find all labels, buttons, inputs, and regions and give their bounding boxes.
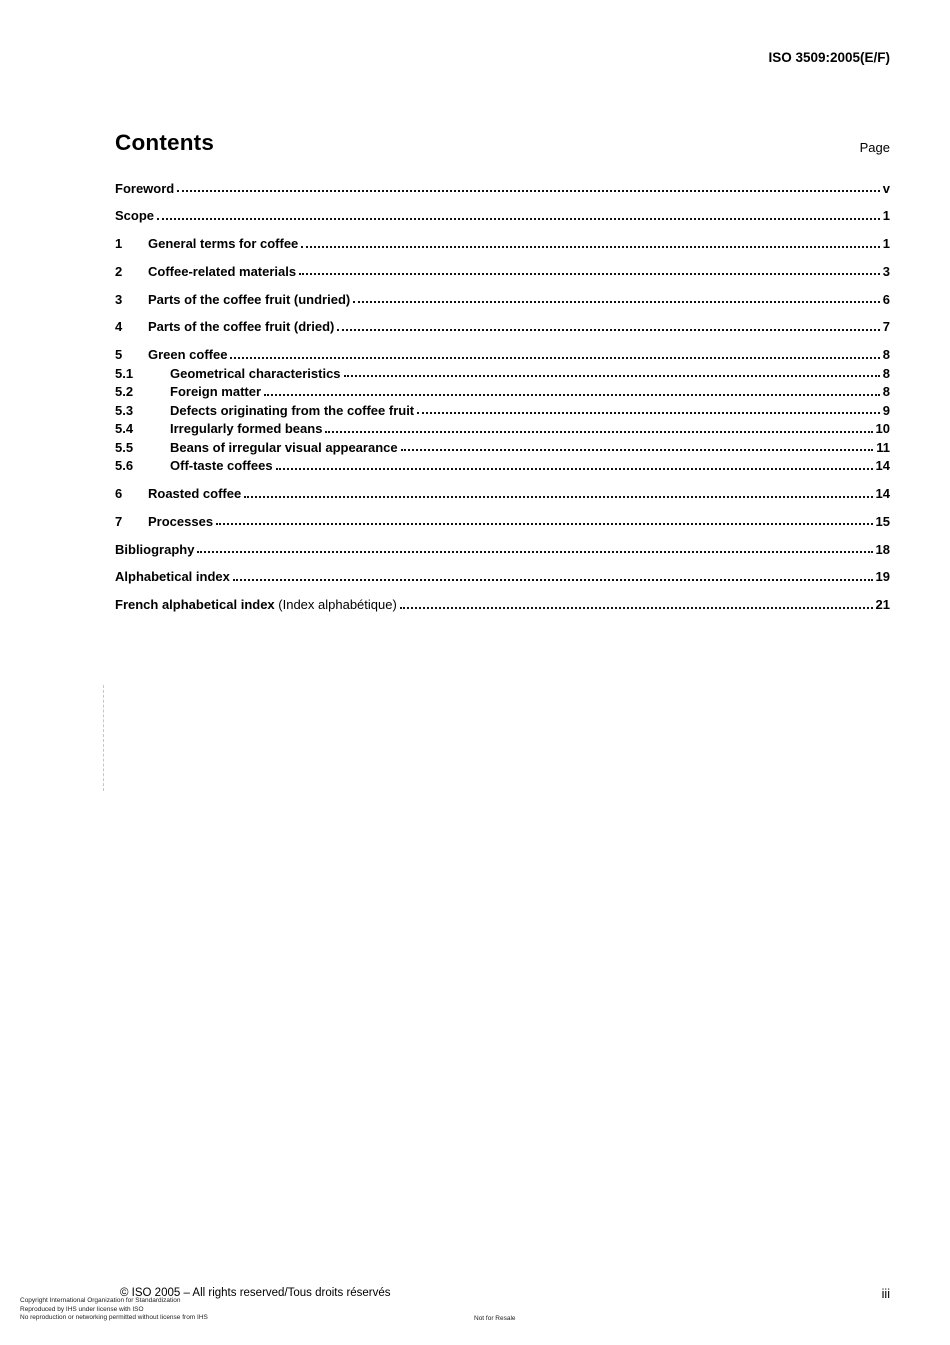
toc-entry-label: Alphabetical index <box>115 569 230 585</box>
dot-leader <box>325 431 872 433</box>
license-line: Copyright International Organization for Standardization <box>20 1297 181 1304</box>
toc-entry <box>115 510 890 529</box>
toc-entry-number: 1 <box>115 236 123 252</box>
toc-entry-page: 1 <box>882 208 890 224</box>
toc-entry-label: Foreword <box>115 180 175 196</box>
toc-entry-page: 19 <box>875 569 890 585</box>
toc-entry <box>115 316 890 335</box>
toc-entry <box>115 399 890 418</box>
license-line: No reproduction or networking permitted without license from IHS <box>20 1314 208 1322</box>
toc-entry-label: Roasted coffee <box>148 486 242 502</box>
toc-entry-page: 10 <box>875 421 890 437</box>
toc-entry-number: 4 <box>115 319 123 335</box>
toc-entry-page: 15 <box>875 513 890 529</box>
toc-entry <box>115 205 890 224</box>
toc-entry-page: 8 <box>882 347 890 363</box>
dot-leader <box>264 394 880 396</box>
toc-list <box>115 177 890 612</box>
toc-entry <box>115 260 890 279</box>
dot-leader <box>353 301 880 303</box>
toc-entry-page: 7 <box>882 319 890 335</box>
toc-entry <box>115 344 890 363</box>
page-title: Contents <box>115 130 215 155</box>
toc-entry-label: Off-taste coffees <box>170 458 273 474</box>
toc-entry <box>115 566 890 585</box>
toc-entry-number: 5.4 <box>115 421 134 437</box>
toc-entry <box>115 362 890 381</box>
toc-entry-page: 6 <box>882 291 890 307</box>
toc-entry-page: 21 <box>875 597 890 613</box>
toc-entry-page: v <box>882 180 890 196</box>
toc-entry <box>115 381 890 400</box>
toc-entry-number: 5 <box>115 347 123 363</box>
toc-entry-number: 5.6 <box>115 458 134 474</box>
toc-entry-label: Coffee-related materials <box>148 263 297 279</box>
toc-entry <box>115 483 890 502</box>
dot-leader <box>216 523 872 525</box>
toc-entry-page: 1 <box>882 236 890 252</box>
toc-entry-label: Beans of irregular visual appearance <box>170 439 398 455</box>
toc-entry-number: 2 <box>115 263 123 279</box>
toc-entry-label: Defects originating from the coffee fruit <box>170 402 415 418</box>
toc-entry-page: 3 <box>882 263 890 279</box>
toc-entry <box>115 233 890 252</box>
toc-entry-number: 5.3 <box>115 402 134 418</box>
dot-leader <box>233 579 873 581</box>
dot-leader <box>344 375 880 377</box>
toc-entry <box>115 418 890 437</box>
dot-leader <box>230 357 879 359</box>
dot-leader <box>157 218 880 220</box>
dot-leader <box>400 607 873 609</box>
toc-entry-label: French alphabetical index (Index alphabétique) <box>115 597 397 613</box>
dot-leader <box>299 273 880 275</box>
toc-entry-label: General terms for coffee <box>148 236 299 252</box>
license-line: Reproduced by IHS under license with ISO <box>20 1305 144 1313</box>
toc-entry <box>115 538 890 557</box>
toc-entry-label: Bibliography <box>115 541 195 557</box>
toc-entry-number: 5.2 <box>115 384 134 400</box>
toc-entry-number: 3 <box>115 291 123 307</box>
toc-entry-page: 8 <box>882 365 890 381</box>
toc-entry <box>115 594 890 613</box>
copyright-notice: © ISO 2005 – All rights reserved/Tous droits réservés <box>120 1287 391 1299</box>
dot-leader <box>401 449 874 451</box>
toc-entry-number: 5.5 <box>115 439 134 455</box>
toc-entry-number: 7 <box>115 513 123 529</box>
toc-entry-page: 14 <box>875 486 890 502</box>
license-text <box>20 1297 208 1323</box>
toc-entry-page: 8 <box>882 384 890 400</box>
document-reference: ISO 3509:2005(E/F) <box>768 50 890 65</box>
dot-leader <box>244 496 872 498</box>
not-for-resale-label: Not for Resale <box>474 1315 516 1322</box>
toc-entry-label: Processes <box>148 513 214 529</box>
toc-entry-label: Scope <box>115 208 155 224</box>
toc-entry-page: 11 <box>876 439 890 455</box>
dot-leader <box>417 412 880 414</box>
dot-leader <box>301 246 879 248</box>
dot-leader <box>337 329 879 331</box>
toc-entry-label: Green coffee <box>148 347 228 363</box>
toc-entry <box>115 177 890 196</box>
toc-entry-label: Foreign matter <box>170 384 262 400</box>
toc-entry-number: 5.1 <box>115 365 134 381</box>
toc-entry <box>115 288 890 307</box>
toc-entry-page: 9 <box>882 402 890 418</box>
toc-entry <box>115 436 890 455</box>
dot-leader <box>177 190 880 192</box>
page-number: iii <box>881 1287 890 1301</box>
toc-entry-label: Parts of the coffee fruit (undried) <box>148 291 351 307</box>
page-column-label: Page <box>859 140 890 155</box>
toc-entry <box>115 455 890 474</box>
margin-marking <box>103 685 104 791</box>
dot-leader <box>276 468 873 470</box>
toc-entry-page: 18 <box>875 541 890 557</box>
toc-entry-label: Geometrical characteristics <box>170 365 341 381</box>
dot-leader <box>197 551 872 553</box>
toc-entry-number: 6 <box>115 486 123 502</box>
toc-entry-page: 14 <box>875 458 890 474</box>
toc-entry-label: Parts of the coffee fruit (dried) <box>148 319 335 335</box>
toc-entry-label: Irregularly formed beans <box>170 421 323 437</box>
